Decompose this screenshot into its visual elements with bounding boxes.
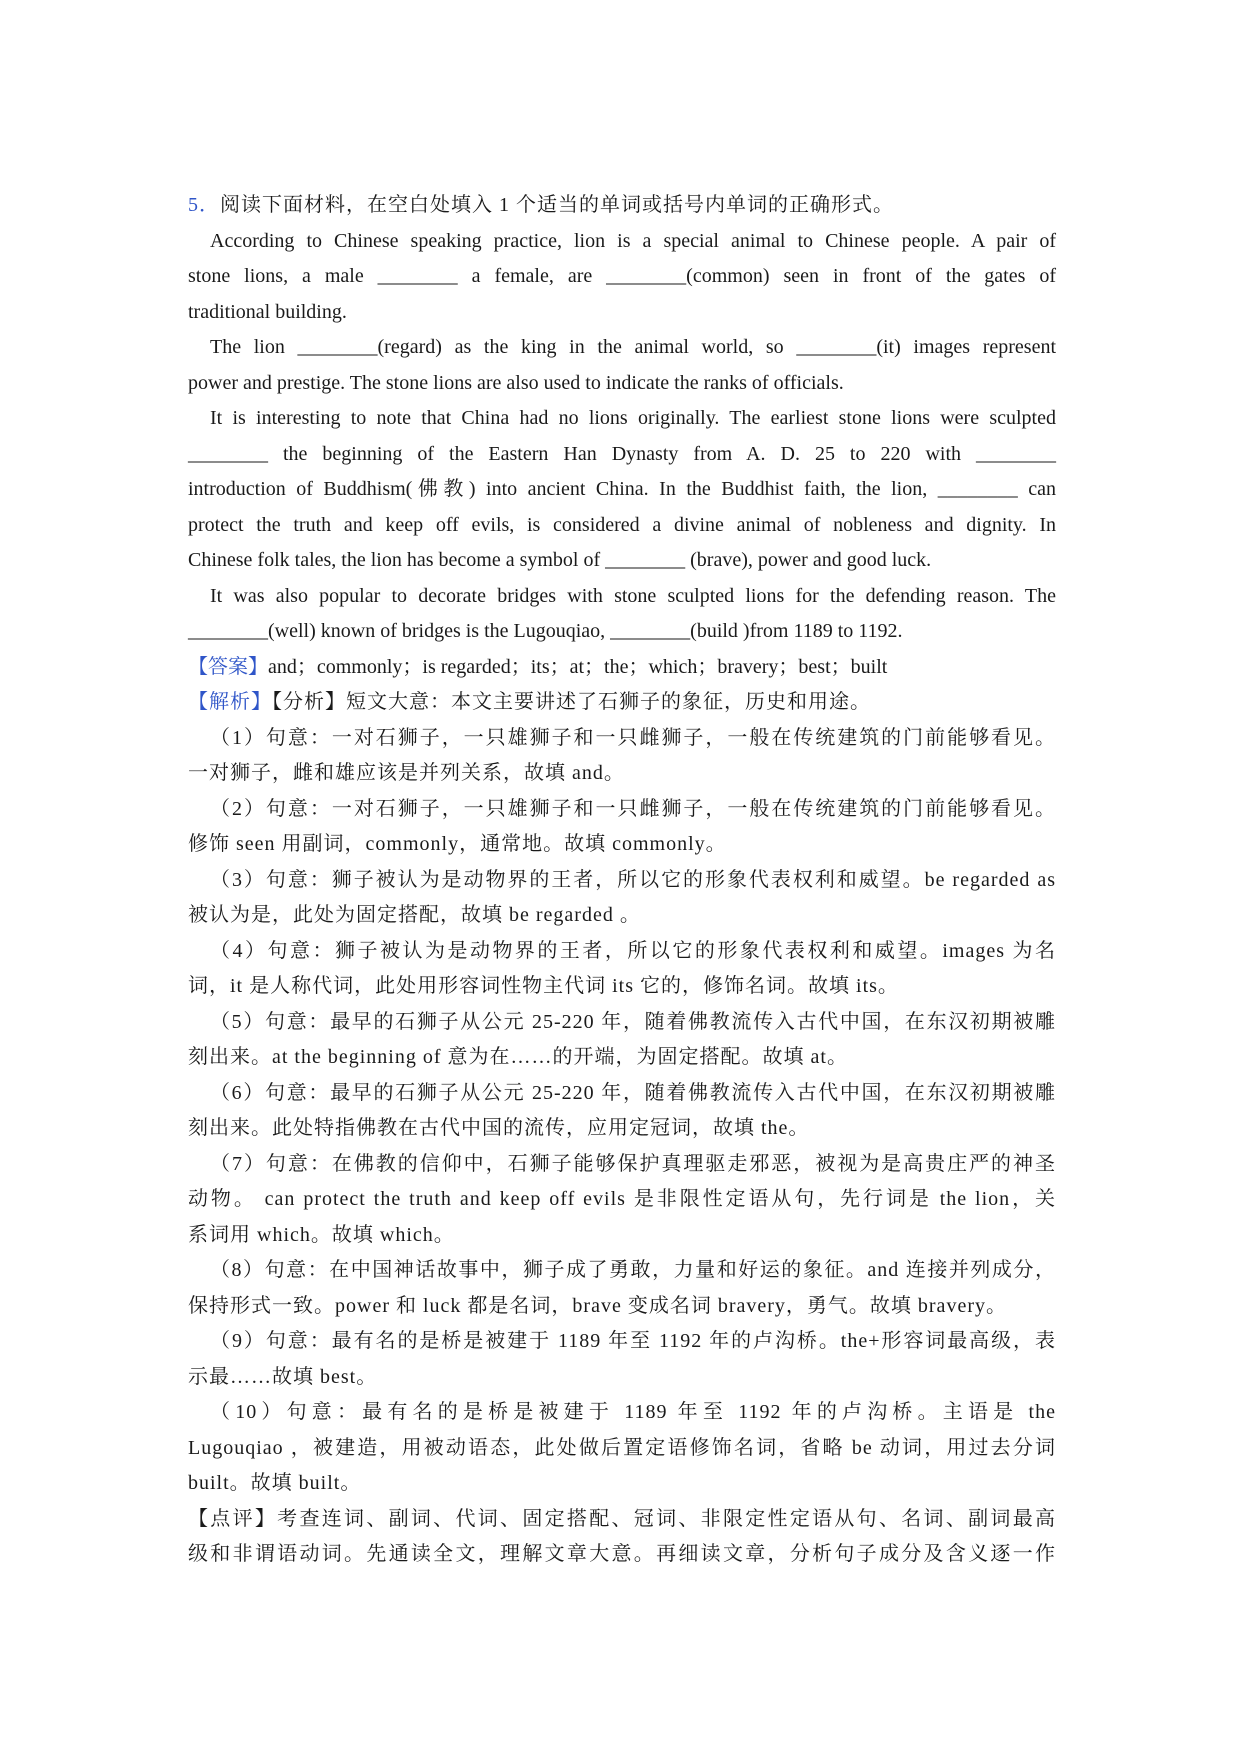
analysis-line: （4）句意：狮子被认为是动物界的王者，所以它的形象代表权利和威望。images 为名 (210, 939, 1056, 962)
analysis-line: Lugouqiao ，被建造，用被动语态，此处做后置定语修饰名词，省略 be 动词，用过去分词 (188, 1436, 1056, 1459)
passage-line: It was also popular to decorate bridges with stone sculpted lions for the defending reason. The (210, 584, 1056, 607)
passage-line: stone lions, a male ________ a female, are ________(common) seen in front of the gates of (188, 265, 1056, 287)
analysis-line: built。故填 built。 (188, 1472, 362, 1494)
passage-line: power and prestige. The stone lions are also used to indicate the ranks of officials. (188, 371, 844, 394)
question-instruction: 阅读下面材料，在空白处填入 1 个适当的单词或括号内单词的正确形式。 (220, 194, 894, 216)
passage-line: ________ the beginning of the Eastern Han Dynasty from A. D. 25 to 220 with ________ (188, 442, 1056, 465)
analysis-line: 刻出来。at the beginning of 意为在……的开端，为固定搭配。故填 at。 (188, 1046, 848, 1068)
question-number: 5． (188, 194, 220, 216)
analysis-line: 一对狮子，雌和雄应该是并列关系，故填 and。 (188, 762, 625, 784)
analysis-line (188, 685, 1056, 721)
passage-line: Chinese folk tales, the lion has become a symbol of ________ (brave), power and good luck. (188, 549, 932, 571)
comment-line: 级和非谓语动词。先通读全文，理解文章大意。再细读文章，分析句子成分及含义逐一作 (188, 1543, 1056, 1565)
passage-line: It is interesting to note that China had no lions originally. The earliest stone lions were sculpted (210, 407, 1056, 429)
passage-line: According to Chinese speaking practice, lion is a special animal to Chinese people. A pair of (210, 229, 1056, 252)
analysis-line: 动物。 can protect the truth and keep off evils 是非限性定语从句，先行词是 the lion，关 (188, 1188, 1056, 1210)
comment-line: 【点评】考查连词、副词、代词、固定搭配、冠词、非限定性定语从句、名词、副词最高 (188, 1507, 1056, 1530)
analysis-line: （10）句意：最有名的是桥是被建于 1189 年至 1192 年的卢沟桥。主语是 the (210, 1401, 1056, 1423)
analysis-line: （9）句意：最有名的是桥是被建于 1189 年至 1192 年的卢沟桥。the+形容词最高级，表 (210, 1330, 1056, 1352)
analysis-line: （3）句意：狮子被认为是动物界的王者，所以它的形象代表权利和威望。be regarded as (210, 868, 1056, 891)
passage (188, 224, 1056, 650)
analysis-line: （8）句意：在中国神话故事中，狮子成了勇敢，力量和好运的象征。and 连接并列成分， (210, 1259, 1056, 1281)
analysis-line: 系词用 which。故填 which。 (188, 1223, 455, 1246)
analysis-label: 【解析】 (188, 691, 272, 713)
analysis-line: 修饰 seen 用副词，commonly，通常地。故填 commonly。 (188, 833, 727, 855)
analysis-line: （5）句意：最早的石狮子从公元 25-220 年，随着佛教流传入古代中国，在东汉初期被雕 (210, 1010, 1056, 1033)
document-page (188, 188, 1056, 1573)
analysis-line: （1）句意：一对石狮子，一只雄狮子和一只雌狮子，一般在传统建筑的门前能够看见。 (210, 726, 1056, 749)
analysis-summary: 【分析】短文大意：本文主要讲述了石狮子的象征，历史和用途。 (272, 691, 871, 713)
analysis (188, 685, 1056, 1502)
analysis-line: 示最……故填 best。 (188, 1365, 378, 1388)
question-header (188, 188, 1056, 224)
answer-text: and；commonly；is regarded；its；at；the；which；bravery；best；built (268, 655, 888, 678)
passage-line: introduction of Buddhism(佛教) into ancient China. In the Buddhist faith, the lion, ________ can (188, 478, 1056, 500)
answer-label: 【答案】 (188, 655, 268, 678)
passage-line: ________(well) known of bridges is the Lugouqiao, ________(build )from 1189 to 1192. (188, 620, 903, 642)
analysis-line: 保持形式一致。power 和 luck 都是名词，brave 变成名词 bravery，勇气。故填 bravery。 (188, 1294, 1007, 1317)
analysis-line: 词，it 是人称代词，此处用形容词性物主代词 its 它的，修饰名词。故填 its。 (188, 975, 899, 997)
passage-line: The lion ________(regard) as the king in the animal world, so ________(it) images represent (210, 336, 1056, 358)
analysis-line: （6）句意：最早的石狮子从公元 25-220 年，随着佛教流传入古代中国，在东汉初期被雕 (210, 1081, 1056, 1104)
comment (188, 1502, 1056, 1573)
answer-line (188, 650, 1056, 686)
analysis-line: 被认为是，此处为固定搭配，故填 be regarded 。 (188, 904, 641, 926)
analysis-line: 刻出来。此处特指佛教在古代中国的流传，应用定冠词，故填 the。 (188, 1117, 810, 1139)
passage-line: traditional building. (188, 300, 347, 323)
analysis-line: （2）句意：一对石狮子，一只雄狮子和一只雌狮子，一般在传统建筑的门前能够看见。 (210, 797, 1056, 820)
analysis-line: （7）句意：在佛教的信仰中，石狮子能够保护真理驱走邪恶，被视为是高贵庄严的神圣 (210, 1152, 1056, 1175)
passage-line: protect the truth and keep off evils, is considered a divine animal of nobleness and dignity. In (188, 513, 1056, 536)
